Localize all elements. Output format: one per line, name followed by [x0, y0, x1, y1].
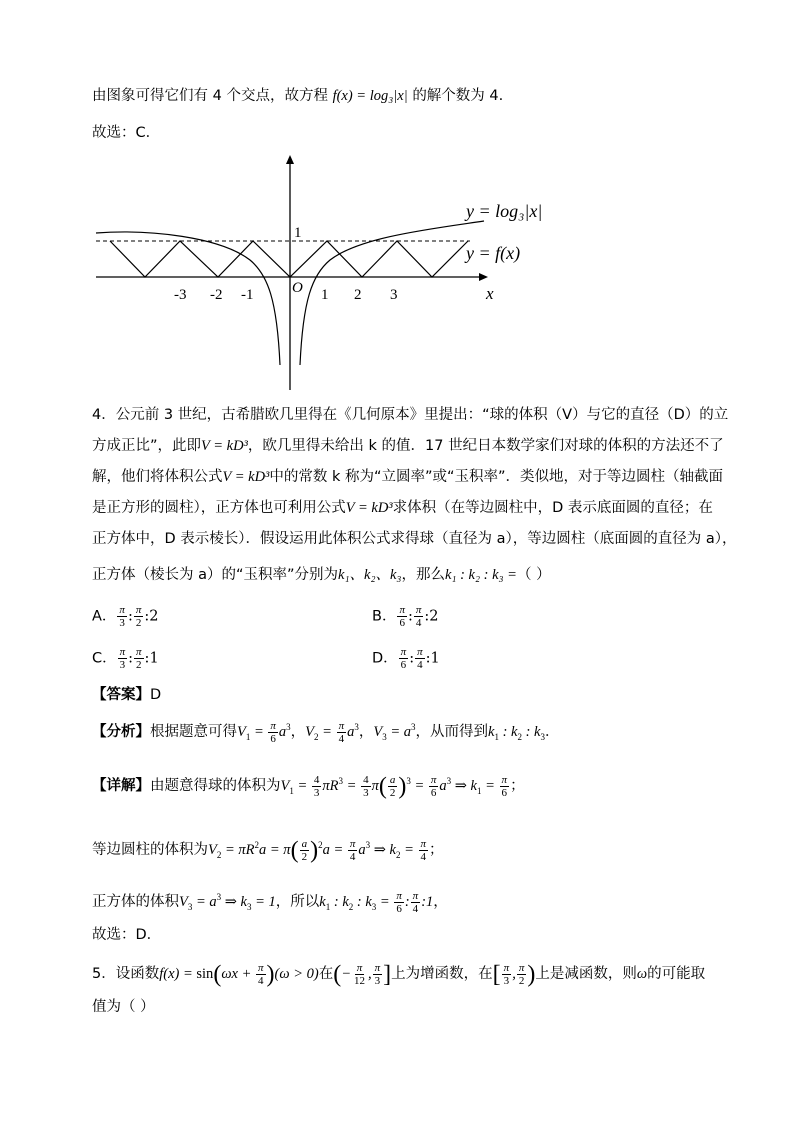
- f-zigzag-curve: [110, 241, 468, 277]
- y-axis-arrow: [286, 155, 294, 164]
- detail-line: 【详解】由题意得球的体积为$V_1$ = $\frac{4}{3}$ $\pi R^3$ = $\frac{4}{3}$ π( $\frac{a}{2}$ )$^3$ = $\frac{\pi}{6}$ $a^3$ ⇒ $k_1$ = $\frac{\pi}{6}$ ；: [92, 773, 525, 800]
- option-c[interactable]: C． $\frac{\pi}{3}$ : $\frac{\pi}{2}$ :1: [92, 646, 159, 671]
- q4-line3: 解，他们将体积公式V = kD³中的常数 k 称为“立圆率”或“玉积率”．类似地，对于等边圆柱（轴截面: [92, 469, 724, 485]
- tick-3: 3: [390, 287, 398, 303]
- option-b[interactable]: B． $\frac{\pi}{6}$ : $\frac{\pi}{4}$ :2: [372, 604, 439, 629]
- conclusion-d: 故选：D．: [92, 927, 162, 943]
- conclusion-c: 故选：C．: [92, 125, 161, 141]
- q4-line4: 是正方形的圆柱），正方体也可利用公式V = kD³求体积（在等边圆柱中，D 表示底面圆的直径；在: [92, 500, 713, 516]
- tick-neg3: -3: [174, 287, 187, 303]
- option-d[interactable]: D． $\frac{\pi}{6}$ : $\frac{\pi}{4}$ :1: [372, 646, 440, 671]
- intro-text-before: 由图象可得它们有 4 个交点，故方程: [92, 88, 328, 104]
- option-a[interactable]: A． $\frac{\pi}{3}$ : $\frac{\pi}{2}$ :2: [92, 604, 159, 629]
- q4-line1: 4．公元前 3 世纪，古希腊欧几里得在《几何原本》里提出：“球的体积（V）与它的直径（D）的立: [92, 407, 729, 423]
- tick-1: 1: [321, 287, 329, 303]
- cylinder-line: 等边圆柱的体积为$V_2 = \pi R^2a = \pi$( $\frac{a}{2}$ )$^2$a = $\frac{\pi}{4}$ $a^3$ ⇒ $k_2$ = $\frac{\pi}{4}$ ；: [92, 837, 444, 864]
- q5-line1: 5．设函数f(x) = sin(ωx + $\frac{\pi}{4}$ )(ω > 0)在(− $\frac{\pi}{12}$ , $\frac{\pi}{3}$ ]上为增函数，在[ $\frac{\pi}{3}$ , $\frac{\pi}{2}$ )上是减函数，则ω的可能取: [92, 961, 706, 988]
- label-x: x: [486, 284, 494, 303]
- q4-line2: 方成正比”，此即V = kD³，欧几里得未给出 k 的值．17 世纪日本数学家们对球的体积的方法还不了: [92, 438, 724, 454]
- intro-line: [92, 85, 503, 107]
- q4-line6: 正方体（棱长为 a）的“玉积率”分别为k₁、k₂、k₃，那么k₁ : k₂ : k₃ =（ ）: [92, 567, 551, 583]
- intro-text-after: 的解个数为 4.: [412, 88, 504, 104]
- label-origin: O: [292, 280, 303, 296]
- x-axis-arrow: [479, 273, 488, 281]
- q4-line5: 正方体中，D 表示棱长）．假设运用此体积公式求得球（直径为 a），等边圆柱（底面圆的直径为 a），: [92, 531, 737, 547]
- label-f: y = f(x): [466, 243, 521, 263]
- tick-neg1: -1: [241, 287, 254, 303]
- answer-value: D: [150, 687, 162, 703]
- intro-equation: f(x) = log₃|x|: [332, 88, 408, 104]
- tick-neg2: -2: [210, 287, 223, 303]
- answer-line: 【答案】D: [92, 687, 162, 703]
- tick-2: 2: [354, 287, 362, 303]
- omega-symbol: ω: [636, 965, 648, 982]
- q4-formula: V = kD³: [201, 438, 248, 454]
- label-one: 1: [294, 225, 302, 241]
- q5-line2: 值为（ ）: [92, 999, 155, 1015]
- cube-line: 正方体的体积$V_3 = a^3$ ⇒ $k_3 = 1$，所以$k_1$ : $k_2$ : $k_3$ = $\frac{\pi}{6}$ : $\frac{\pi}{4}$ :1，: [92, 890, 448, 915]
- label-log: y = log₃|x|: [466, 201, 543, 221]
- analysis-line: 【分析】根据题意可得$V_1$ = $\frac{\pi}{6}$ $a^3$，$V_2$ = $\frac{\pi}{4}$ $a^3$，$V_3 = a^3$，从而得到$k_1$ : $k_2$ : $k_3$．: [92, 720, 560, 745]
- function-graph: [0, 155, 794, 395]
